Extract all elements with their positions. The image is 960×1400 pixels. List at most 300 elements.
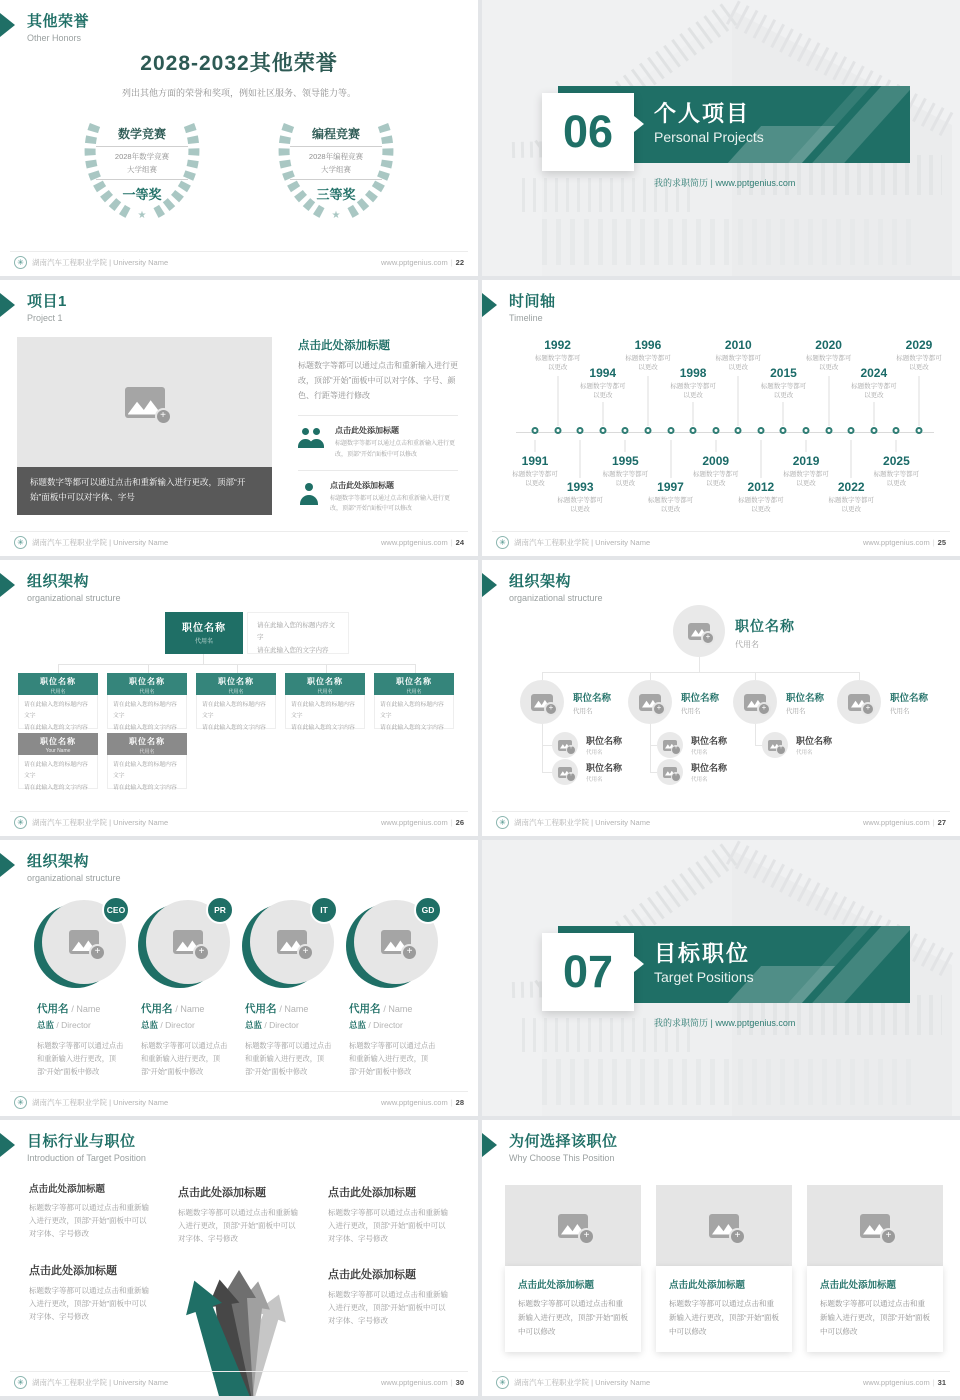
org-card-header: [18, 673, 98, 695]
timeline-connector: [873, 402, 874, 426]
org-root-avatar[interactable]: [673, 605, 725, 657]
org-card-title: 职位名称: [129, 737, 165, 746]
org-connector: [859, 672, 860, 680]
card-body: 标题数字等都可以通过点击和重新输入进行更改，顶部“开始”面板中可以修改: [669, 1299, 779, 1336]
school-logo-icon: ✳: [496, 1376, 509, 1389]
member-avatar: [552, 759, 578, 785]
timeline-caption: 标题数字等都可以更改: [580, 383, 626, 400]
org-card-line1: 请在此输入您的标题内容文字: [113, 762, 177, 780]
member-role-en: / Director: [368, 1020, 403, 1030]
org-connector: [542, 672, 859, 673]
member-avatar: [657, 732, 683, 758]
org-card-sub: Your Name: [45, 748, 71, 754]
slide-footer: [10, 1091, 468, 1109]
school-logo-icon: ✳: [14, 1376, 27, 1389]
school-name: 湖南汽车工程职业学院 | University Name: [32, 818, 169, 827]
timeline-connector: [806, 440, 807, 452]
position-title: 职位名称: [586, 736, 623, 746]
org-card-body: [285, 695, 365, 729]
org-card: [374, 673, 454, 729]
timeline-year: 2022: [837, 480, 865, 494]
slide-header: [482, 290, 556, 323]
org-card-title: 职位名称: [396, 677, 432, 686]
timeline-connector: [828, 376, 829, 426]
school-name: 湖南汽车工程职业学院 | University Name: [32, 538, 169, 547]
position-sub: 代用名: [786, 707, 806, 715]
slide-subtitle: organizational structure: [27, 873, 121, 883]
award-detail-line2: 大学组赛: [127, 165, 157, 174]
timeline-caption: 标题数字等都可以更改: [873, 471, 920, 488]
timeline-node-dot: [803, 427, 810, 434]
position-sub: 代用名: [691, 750, 708, 756]
org-circle-column: [245, 900, 337, 1079]
footer-right: www.pptgenius.com | 28: [381, 1098, 464, 1107]
add-image-icon: [558, 767, 572, 778]
footer-right: www.pptgenius.com | 26: [381, 818, 464, 827]
timeline-year: 1998: [679, 366, 707, 380]
slide-org-boxes[interactable]: [0, 560, 478, 836]
school-logo-icon: ✳: [14, 536, 27, 549]
org-card-body: [374, 695, 454, 729]
member-description: 标题数字等都可以通过点击和重新输入进行更改，顶部“开始”面板中修改: [349, 1041, 436, 1076]
member-avatar: [552, 732, 578, 758]
target-block: [29, 1262, 151, 1323]
header-arrow-icon: [0, 1133, 15, 1157]
org-card-line1: 请在此输入您的标题内容文字: [24, 762, 88, 780]
timeline-year: 2010: [724, 338, 752, 352]
page-number: 31: [937, 1378, 946, 1387]
target-block: [178, 1184, 300, 1245]
slide-header: [0, 10, 89, 43]
footer-left: [14, 1096, 168, 1109]
timeline-connector: [738, 376, 739, 426]
member-avatar: [657, 759, 683, 785]
timeline-node-dot: [690, 427, 697, 434]
item-title: 点击此处添加标题: [330, 480, 394, 490]
why-card: [656, 1185, 792, 1352]
slide-footer: [492, 1371, 950, 1389]
member-photo[interactable]: [351, 900, 439, 988]
timeline-caption: 标题数字等都可以更改: [534, 355, 581, 372]
school-logo-icon: ✳: [14, 816, 27, 829]
org-card-header: [107, 733, 187, 755]
award-prize: 三等奖: [290, 179, 382, 203]
org-card-body: [18, 755, 98, 789]
slide-title: 组织架构: [27, 573, 90, 590]
timeline-node-dot: [577, 427, 584, 434]
award-detail-line1: 2028年数学竞赛: [114, 152, 170, 161]
org-connector: [542, 745, 552, 746]
page-number: 26: [455, 818, 464, 827]
timeline-caption: 标题数字等都可以更改: [647, 497, 694, 514]
member-avatar: [762, 732, 788, 758]
member-avatar: [733, 680, 777, 724]
card-title: 点击此处添加标题: [518, 1280, 595, 1291]
slide-target-position[interactable]: [0, 1120, 478, 1396]
slide-org-tree[interactable]: [482, 560, 960, 836]
slide-subtitle: Why Choose This Position: [509, 1153, 615, 1163]
footer-right: www.pptgenius.com | 27: [863, 818, 946, 827]
timeline-node-dot: [622, 427, 629, 434]
timeline-year: 2020: [815, 338, 842, 352]
member-name-zh: 代用名: [141, 1003, 173, 1015]
org-card-line2: 请在此输入您的文字内容: [380, 724, 444, 731]
slide-divider-07[interactable]: [482, 840, 960, 1116]
target-block: [29, 1181, 151, 1240]
member-photo[interactable]: [247, 900, 335, 988]
timeline-year: 1993: [566, 480, 594, 494]
org-card-line2: 请在此输入您的文字内容: [113, 724, 177, 731]
footer-left: [496, 1376, 650, 1389]
member-avatar: [837, 680, 881, 724]
add-image-icon: [531, 694, 553, 711]
member-name-zh: 代用名: [349, 1003, 381, 1015]
slide-subtitle: Other Honors: [27, 33, 82, 43]
timeline-caption: 标题数字等都可以更改: [738, 497, 784, 514]
person-icon: [298, 483, 320, 505]
image-placeholder[interactable]: [656, 1185, 792, 1266]
header-arrow-icon: [0, 573, 15, 597]
school-logo-icon: ✳: [14, 256, 27, 269]
site-url: www.pptgenius.com: [381, 538, 448, 547]
school-name: 湖南汽车工程职业学院 | University Name: [514, 1378, 651, 1387]
org-card-line2: 请在此输入您的文字内容: [113, 784, 177, 791]
section-number: 07: [542, 933, 634, 1011]
school-logo-icon: ✳: [14, 1096, 27, 1109]
card-text: [807, 1266, 943, 1352]
timeline-year-label: [884, 338, 954, 373]
slide-title: 组织架构: [509, 573, 572, 590]
add-image-icon: [558, 1214, 588, 1238]
image-placeholder[interactable]: [807, 1185, 943, 1266]
member-name: [245, 1001, 337, 1016]
org-card-header: [18, 733, 98, 755]
org-connector: [699, 657, 700, 672]
card-text: [656, 1266, 792, 1352]
position-sub: 代用名: [586, 777, 603, 783]
timeline-connector: [760, 440, 761, 478]
site-url: www.pptgenius.com: [381, 1378, 448, 1387]
org-card: [196, 673, 276, 729]
add-image-icon: [381, 930, 411, 954]
timeline-connector: [602, 402, 603, 426]
footer-left: [14, 536, 168, 549]
slide-footer: [10, 531, 468, 549]
org-card: [107, 673, 187, 729]
timeline-node-dot: [735, 427, 742, 434]
org-card-line2: 请在此输入您的文字内容: [24, 724, 88, 731]
add-image-icon: [848, 694, 870, 711]
add-image-icon: [173, 930, 203, 954]
member-name-en: / Name: [71, 1004, 101, 1014]
footer-left: [496, 536, 650, 549]
banner-notch-icon: [634, 116, 644, 132]
award-detail-line2: 大学组赛: [321, 165, 351, 174]
timeline-connector: [535, 440, 536, 452]
add-image-icon: [663, 767, 677, 778]
member-role-en: / Director: [56, 1020, 91, 1030]
slide-subtitle: Project 1: [27, 313, 63, 323]
org-card-line2: 请在此输入您的文字内容: [291, 724, 355, 731]
member-name-zh: 代用名: [37, 1003, 69, 1015]
org-connector: [326, 664, 327, 673]
org-card-row-2: [18, 733, 187, 789]
add-image-icon: [663, 740, 677, 751]
timeline-connector: [625, 440, 626, 452]
timeline-caption: 标题数字等都可以更改: [602, 471, 649, 488]
member-avatar: [628, 680, 672, 724]
org-connector: [542, 772, 552, 773]
member-role: [37, 1019, 129, 1031]
org-card-header: [285, 673, 365, 695]
slide-honors[interactable]: [0, 0, 478, 276]
slide-footer: [492, 811, 950, 829]
slide-title: 目标行业与职位: [27, 1133, 136, 1150]
member-role-zh: 总监: [349, 1020, 367, 1030]
org-root-title: 职位名称: [735, 618, 795, 634]
block-title: 点击此处添加标题: [29, 1184, 106, 1195]
slide-footer: [10, 251, 468, 269]
org-connector: [755, 672, 756, 680]
star-icon: ★: [331, 210, 341, 221]
org-connector: [148, 664, 149, 673]
org-root-note: [247, 612, 349, 654]
timeline-year: 2024: [860, 366, 888, 380]
slide-divider-06[interactable]: [482, 0, 960, 276]
page-number: 27: [937, 818, 946, 827]
slide-header: [482, 570, 603, 603]
timeline-year: 1997: [657, 480, 684, 494]
position-title: 职位名称: [681, 692, 720, 704]
timeline-canvas: [482, 320, 960, 532]
role-badge: GD: [414, 896, 442, 924]
timeline-year-label: [861, 454, 931, 489]
item-body: 标题数字等都可以通过点击和重新输入进行更改，顶部“开始”面板中可以修改: [330, 495, 451, 512]
position-sub: 代用名: [586, 750, 603, 756]
timeline-node-dot: [893, 427, 900, 434]
org-level3-item: [657, 732, 727, 758]
position-sub: 代用名: [573, 707, 593, 715]
footer-right: www.pptgenius.com | 25: [863, 538, 946, 547]
add-image-icon: [688, 623, 710, 640]
slide-header: [0, 570, 121, 603]
school-name: 湖南汽车工程职业学院 | University Name: [32, 1098, 169, 1107]
org-connector: [650, 772, 657, 773]
org-card-row-1: [18, 673, 454, 729]
slide-header: [482, 1130, 618, 1163]
honors-description: 列出其他方面的荣誉和奖项，例如社区服务、领导能力等。: [121, 88, 356, 98]
member-role-en: / Director: [160, 1020, 195, 1030]
org-card-title: 职位名称: [40, 677, 76, 686]
org-card-header: [374, 673, 454, 695]
award-content: [92, 125, 192, 203]
position-sub: 代用名: [691, 777, 708, 783]
org-connector: [650, 672, 651, 680]
slide-org-circles[interactable]: [0, 840, 478, 1116]
award-wreaths: [0, 119, 478, 221]
org-root-title: 职位名称: [182, 623, 226, 634]
site-url: www.pptgenius.com: [863, 1378, 930, 1387]
timeline-node-dot: [916, 427, 923, 434]
org-card-title: 职位名称: [40, 737, 76, 746]
position-title: 职位名称: [796, 736, 833, 746]
timeline-caption: 标题数字等都可以更改: [760, 383, 807, 400]
timeline-caption: 标题数字等都可以更改: [692, 471, 739, 488]
timeline-connector: [647, 376, 648, 426]
add-image-icon: [709, 1214, 739, 1238]
timeline-connector: [557, 376, 558, 426]
panel-title: 点击此处添加标题: [298, 340, 390, 352]
header-arrow-icon: [0, 853, 15, 877]
position-title: 职位名称: [691, 763, 728, 773]
org-connector: [755, 745, 762, 746]
org-connector: [542, 724, 543, 772]
timeline-year: 1994: [589, 366, 617, 380]
timeline-year: 2025: [883, 454, 910, 468]
people-icon: [298, 428, 325, 448]
timeline-node-dot: [870, 427, 877, 434]
award-wreath: [66, 119, 218, 221]
target-block: [328, 1266, 450, 1327]
timeline-node-dot: [667, 427, 674, 434]
slide-title: 项目1: [27, 293, 67, 310]
org-connector: [755, 724, 756, 745]
org-card-sub: 代用名: [139, 689, 155, 695]
org-card-line1: 请在此输入您的标题内容文字: [202, 702, 266, 720]
project-text-panel: [298, 337, 458, 524]
card-text: [505, 1266, 641, 1352]
slide-title: 时间轴: [509, 293, 556, 310]
timeline-caption: 标题数字等都可以更改: [512, 471, 558, 488]
block-body: 标题数字等都可以通过点击和重新输入进行更改，顶部“开始”面板中可以对字体、字号修改: [29, 1203, 149, 1239]
block-body: 标题数字等都可以通过点击和重新输入进行更改，顶部“开始”面板中可以对字体、字号修改: [29, 1286, 149, 1322]
org-circle-column: [37, 900, 129, 1079]
section-caption: 我的求职简历 | www.pptgenius.com: [654, 178, 796, 188]
org-connector: [58, 664, 59, 673]
school-name: 湖南汽车工程职业学院 | University Name: [32, 258, 169, 267]
footer-left: [14, 816, 168, 829]
org-connector: [415, 664, 416, 673]
block-body: 标题数字等都可以通过点击和重新输入进行更改，顶部“开始”面板中可以对字体、字号修改: [328, 1208, 448, 1244]
org-connector: [542, 672, 543, 680]
slide-header: [0, 850, 121, 883]
org-card-line1: 请在此输入您的标题内容文字: [24, 702, 88, 720]
org-level3-item: [657, 759, 727, 785]
org-card-line1: 请在此输入您的标题内容文字: [113, 702, 177, 720]
org-card-sub: 代用名: [50, 689, 66, 695]
add-image-icon: [768, 740, 782, 751]
org-card: [18, 673, 98, 729]
slide-project1[interactable]: [0, 280, 478, 556]
org-card-title: 职位名称: [218, 677, 254, 686]
org-card-header: [107, 673, 187, 695]
add-image-icon: [639, 694, 661, 711]
school-name: 湖南汽车工程职业学院 | University Name: [32, 1378, 169, 1387]
award-detail-line1: 2028年编程竞赛: [308, 152, 364, 161]
position-sub: 代用名: [681, 707, 701, 715]
item-body: 标题数字等都可以通过点击和重新输入进行更改，顶部“开始”面板中可以修改: [335, 441, 456, 458]
member-role: [349, 1019, 441, 1031]
org-root-box: [165, 612, 243, 654]
position-sub: 代用名: [890, 707, 910, 715]
org-root-sub: 代用名: [735, 640, 759, 649]
banner-notch-icon: [634, 956, 644, 972]
footer-right: www.pptgenius.com | 30: [381, 1378, 464, 1387]
member-description: 标题数字等都可以通过点击和重新输入进行更改，顶部“开始”面板中修改: [245, 1041, 332, 1076]
member-name: [349, 1001, 441, 1016]
footer-left: [14, 1376, 168, 1389]
timeline-node-dot: [757, 427, 764, 434]
org-circle-column: [349, 900, 441, 1079]
member-photo[interactable]: [39, 900, 127, 988]
org-card-sub: 代用名: [317, 689, 333, 695]
image-placeholder[interactable]: [505, 1185, 641, 1266]
org-card-title: 职位名称: [129, 677, 165, 686]
school-name: 湖南汽车工程职业学院 | University Name: [514, 538, 651, 547]
timeline-connector: [715, 440, 716, 452]
slide-header: [0, 1130, 146, 1163]
add-image-icon: [125, 387, 165, 418]
header-arrow-icon: [482, 1133, 497, 1157]
section-title: 个人项目: [654, 101, 751, 126]
org-card: [18, 733, 98, 789]
slide-title: 组织架构: [27, 853, 90, 870]
block-body: 标题数字等都可以通过点击和重新输入进行更改，顶部“开始”面板中可以对字体、字号修改: [328, 1290, 448, 1326]
header-arrow-icon: [0, 293, 15, 317]
card-body: 标题数字等都可以通过点击和重新输入进行更改，顶部“开始”面板中可以修改: [518, 1299, 628, 1336]
org-connector: [650, 745, 657, 746]
award-content: [286, 125, 386, 203]
school-logo-icon: ✳: [496, 536, 509, 549]
image-placeholder[interactable]: [17, 337, 272, 467]
org-card: [107, 733, 187, 789]
member-role: [245, 1019, 337, 1031]
org-card-header: [196, 673, 276, 695]
footer-left: [496, 816, 650, 829]
add-image-icon: [69, 930, 99, 954]
org-root-text: [735, 616, 795, 650]
position-title: 职位名称: [573, 692, 612, 704]
timeline-node-dot: [712, 427, 719, 434]
slide-subtitle: organizational structure: [509, 593, 603, 603]
site-url: www.pptgenius.com: [863, 818, 930, 827]
timeline-node-dot: [825, 427, 832, 434]
timeline-caption: 标题数字等都可以更改: [715, 355, 762, 372]
role-badge: CEO: [102, 896, 130, 924]
page-number: 28: [455, 1098, 464, 1107]
slide-why-position[interactable]: [482, 1120, 960, 1396]
section-number: 06: [542, 93, 634, 171]
slide-timeline[interactable]: [482, 280, 960, 556]
footer-right: www.pptgenius.com | 31: [863, 1378, 946, 1387]
honors-main-title: 2028-2032其他荣誉: [140, 52, 338, 75]
timeline-year: 1995: [611, 454, 639, 468]
site-url: www.pptgenius.com: [381, 1098, 448, 1107]
star-icon: ★: [137, 210, 147, 221]
section-caption: 我的求职简历 | www.pptgenius.com: [654, 1018, 796, 1028]
member-photo[interactable]: [143, 900, 231, 988]
footer-right: www.pptgenius.com | 22: [381, 258, 464, 267]
org-level3-item: [552, 732, 622, 758]
slide-subtitle: Timeline: [509, 313, 543, 323]
panel-items: [298, 415, 458, 524]
member-name: [37, 1001, 129, 1016]
award-prize: 一等奖: [96, 179, 188, 203]
timeline-year: 2015: [770, 366, 797, 380]
timeline-year: 2029: [905, 338, 933, 352]
org-card-sub: 代用名: [406, 689, 422, 695]
org-card-line2: 请在此输入您的文字内容: [24, 784, 88, 791]
